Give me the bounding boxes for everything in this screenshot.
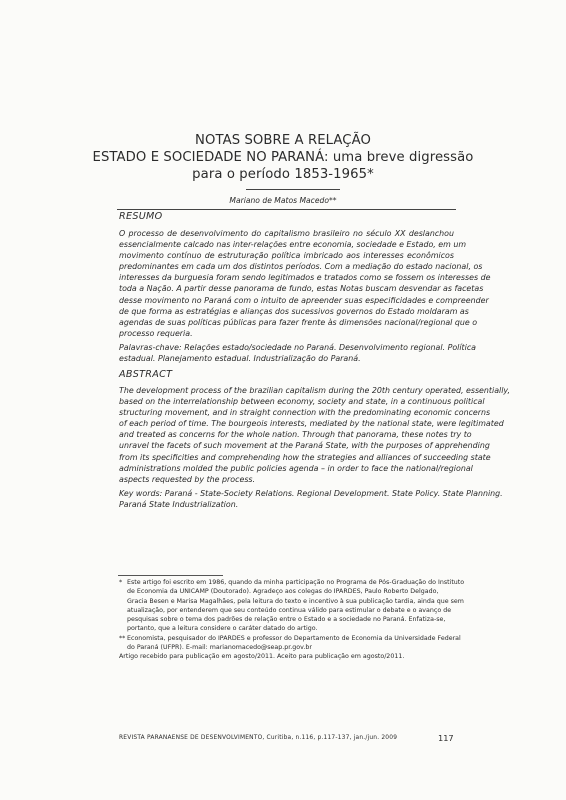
abstract-line: from its specificities and comprehending how the strategies and alliances of succeeding state — [119, 452, 491, 462]
journal-citation: REVISTA PARANAENSE DE DESENVOLVIMENTO, Curitiba, n.116, p.117-137, jan./jun. 2009 — [119, 735, 398, 741]
abstract-line: aspects requested by the process. — [119, 474, 256, 484]
footnote-line: portanto, que a leitura considere o caráter datado do artigo. — [127, 625, 318, 633]
resumo-line: toda a Nação. A partir desse panorama de fundo, estas Notas buscam desvendar as facetas — [119, 284, 484, 294]
resumo-line: predominantes em cada um dos distintos períodos. Com a mediação do estado nacional, os — [119, 262, 483, 272]
footnote-line: Gracia Besen e Marisa Magalhães, pela leitura do texto e incentivo à sua publicação tardia, ainda que sem — [127, 597, 464, 605]
author-divider — [117, 209, 456, 210]
title-line-2: ESTADO E SOCIEDADE NO PARANÁ: uma breve digressão — [92, 150, 474, 165]
abstract-heading: ABSTRACT — [119, 369, 173, 380]
abstract-keywords — [119, 488, 503, 510]
footnote-1 — [119, 578, 465, 634]
keywords-line: Key words: Paraná - State-Society Relations. Regional Development. State Policy. State Planning. — [119, 489, 503, 498]
footnote-line: Economista, pesquisador do IPARDES e professor do Departamento de Economia da Universidade Federal — [127, 634, 461, 642]
resumo-keywords — [119, 342, 477, 364]
footnote-line: do Paraná (UFPR). E-mail: marianomacedo@seap.pr.gov.br — [127, 644, 312, 652]
title-line-3: para o período 1853-1965* — [192, 167, 374, 182]
abstract-line: unravel the facets of such movement at the Paraná State, with the purposes of apprehending — [119, 441, 490, 451]
footnote-2 — [119, 634, 461, 653]
resumo-heading: RESUMO — [119, 211, 163, 222]
abstract-line: based on the interrelationship between economy, society and state, in a continuous political — [119, 397, 485, 407]
resumo-line: O processo de desenvolvimento do capitalismo brasileiro no século XX deslanchou — [119, 229, 454, 238]
author-name: Mariano de Matos Macedo** — [229, 196, 337, 205]
resumo-line: de que forma as estratégias e alianças dos sucessivos governos do Estado moldaram as — [119, 306, 469, 316]
article-title — [0, 132, 566, 183]
title-line-1: NOTAS SOBRE A RELAÇÃO — [195, 133, 371, 148]
resumo-line: interesses da burguesia foram sendo legitimados e tratados como se fossem os interesses de — [119, 273, 491, 283]
resumo-line: movimento contínuo de estruturação política imbricado aos interesses econômicos — [119, 251, 454, 261]
resumo-line: essencialmente calcado nas inter-relações entre economia, sociedade e Estado, em um — [119, 240, 467, 250]
footnote-line: Este artigo foi escrito em 1986, quando da minha participação no Programa de Pós-Graduação do Instituto — [127, 579, 465, 586]
abstract-line: structuring movement, and in straight connection with the predominating economic concerns — [119, 408, 491, 418]
abstract-body — [119, 385, 510, 485]
footnote-marker: ** — [119, 634, 126, 642]
abstract-line: The development process of the brazilian capitalism during the 20th century operated, essentially, — [119, 386, 510, 395]
footnotes — [119, 578, 465, 662]
resumo-line: desse movimento no Paraná com o intuito de apreender suas especificidades e compreender — [119, 295, 489, 305]
footnote-marker: * — [119, 579, 123, 586]
footnote-divider — [118, 575, 223, 576]
received-note: Artigo recebido para publicação em agosto/2011. Aceito para publicação em agosto/2011. — [119, 653, 405, 661]
resumo-line: agendas de suas políticas públicas para fazer frente às dimensões nacional/regional que o — [119, 317, 478, 327]
keywords-line: Palavras-chave: Relações estado/sociedade no Paraná. Desenvolvimento regional. Política — [119, 343, 477, 352]
footnote-line: atualização, por entenderem que seu conteúdo continua válido para estimular o debate e o avanço de — [127, 606, 452, 614]
footnote-line: de Economia da UNICAMP (Doutorado). Agradeço aos colegas do IPARDES, Paulo Roberto Delgado, — [127, 588, 439, 596]
resumo-body — [119, 228, 491, 339]
keywords-line: Paraná State Industrialization. — [119, 500, 239, 510]
footnote-line: pesquisas sobre o tema dos padrões de relação entre o Estado e a sociedade no Paraná. Enfatiza-se, — [127, 616, 446, 624]
page-number: 117 — [438, 733, 454, 743]
abstract-line: and treated as concerns for the whole nation. Through that panorama, these notes try to — [119, 430, 472, 440]
abstract-line: administrations molded the public policies agenda – in order to face the national/regional — [119, 463, 473, 473]
keywords-line: estadual. Planejamento estadual. Industrialização do Paraná. — [119, 354, 361, 364]
abstract-line: of each period of time. The bourgeois interests, mediated by the national state, were legitimated — [119, 419, 504, 429]
title-divider — [246, 189, 340, 190]
resumo-line: processo requeria. — [119, 328, 193, 338]
